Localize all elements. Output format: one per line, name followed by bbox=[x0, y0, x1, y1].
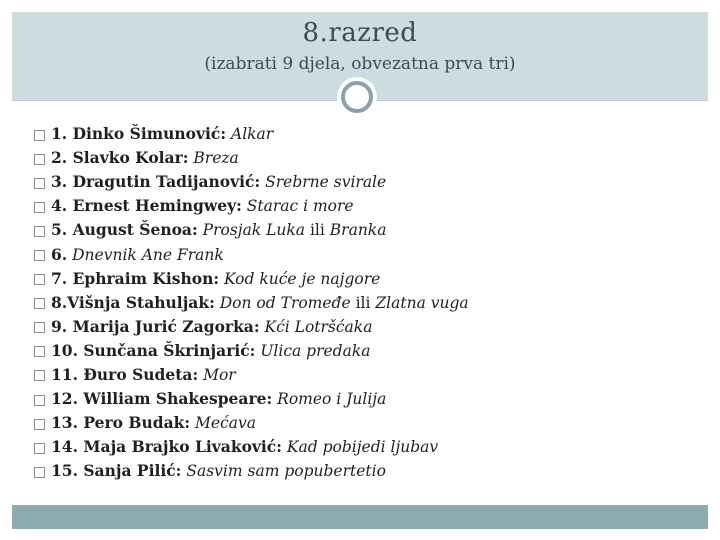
work-title: Kod kuće je najgore bbox=[224, 269, 381, 288]
checkbox-bullet-icon bbox=[34, 346, 45, 357]
author-name: 11. Đuro Sudeta: bbox=[51, 364, 199, 384]
list-item bbox=[34, 170, 469, 194]
work-title: Srebrne svirale bbox=[265, 173, 387, 192]
author-name: 12. William Shakespeare: bbox=[51, 389, 273, 409]
checkbox-bullet-icon bbox=[34, 226, 45, 237]
list-item bbox=[34, 363, 469, 387]
list-item bbox=[34, 315, 469, 339]
checkbox-bullet-icon bbox=[34, 443, 45, 454]
checkbox-bullet-icon bbox=[34, 467, 45, 478]
author-name: 9. Marija Jurić Zagorka: bbox=[51, 316, 260, 336]
author-name: 10. Sunčana Škrinjarić: bbox=[51, 340, 256, 360]
checkbox-bullet-icon bbox=[34, 202, 45, 213]
work-title: Kći Lotršćaka bbox=[264, 317, 373, 336]
checkbox-bullet-icon bbox=[34, 395, 45, 406]
checkbox-bullet-icon bbox=[34, 274, 45, 285]
author-name: 3. Dragutin Tadijanović: bbox=[51, 172, 261, 192]
work-title: Starac i more bbox=[246, 197, 354, 216]
list-item bbox=[34, 291, 469, 315]
slide-subtitle: (izabrati 9 djela, obvezatna prva tri) bbox=[204, 54, 516, 74]
list-item bbox=[34, 194, 469, 218]
work-title: Zlatna vuga bbox=[375, 293, 469, 312]
connector-text: ili bbox=[350, 293, 376, 312]
work-title: Alkar bbox=[231, 125, 274, 144]
work-title: Prosjak Luka bbox=[202, 221, 306, 240]
checkbox-bullet-icon bbox=[34, 178, 45, 189]
work-title: Breza bbox=[193, 149, 239, 168]
list-item bbox=[34, 218, 469, 242]
slide-title: 8.razred bbox=[302, 18, 418, 48]
connector-text: ili bbox=[305, 221, 330, 240]
list-item bbox=[34, 242, 469, 266]
author-name: 1. Dinko Šimunović: bbox=[51, 124, 227, 144]
list-item bbox=[34, 339, 469, 363]
author-name: 6. bbox=[51, 244, 68, 264]
checkbox-bullet-icon bbox=[34, 322, 45, 333]
checkbox-bullet-icon bbox=[34, 419, 45, 430]
list-item bbox=[34, 459, 469, 483]
list-item bbox=[34, 435, 469, 459]
work-title: Kad pobijedi ljubav bbox=[286, 438, 439, 457]
author-name: 5. August Šenoa: bbox=[51, 220, 198, 240]
author-name: 14. Maja Brajko Livaković: bbox=[51, 437, 282, 457]
author-name: 2. Slavko Kolar: bbox=[51, 148, 189, 168]
list-item bbox=[34, 267, 469, 291]
author-name: 4. Ernest Hemingwey: bbox=[51, 196, 242, 216]
work-title: Mećava bbox=[195, 414, 256, 433]
list-item bbox=[34, 146, 469, 170]
work-title: Branka bbox=[329, 221, 387, 240]
author-name: 7. Ephraim Kishon: bbox=[51, 268, 220, 288]
checkbox-bullet-icon bbox=[34, 130, 45, 141]
author-name: 13. Pero Budak: bbox=[51, 413, 191, 433]
ring-icon bbox=[341, 81, 373, 113]
checkbox-bullet-icon bbox=[34, 154, 45, 165]
work-title: Sasvim sam popubertetio bbox=[186, 462, 386, 481]
work-title: Mor bbox=[203, 365, 236, 384]
checkbox-bullet-icon bbox=[34, 370, 45, 381]
checkbox-bullet-icon bbox=[34, 250, 45, 261]
book-list bbox=[34, 122, 469, 483]
checkbox-bullet-icon bbox=[34, 298, 45, 309]
work-title: Dnevnik Ane Frank bbox=[72, 245, 224, 264]
list-item bbox=[34, 411, 469, 435]
list-item bbox=[34, 387, 469, 411]
work-title: Ulica predaka bbox=[260, 341, 371, 360]
author-name: 8.Višnja Stahuljak: bbox=[51, 292, 215, 312]
author-name: 15. Sanja Pilić: bbox=[51, 461, 182, 481]
work-title: Romeo i Julija bbox=[277, 390, 387, 409]
work-title: Don od Tromeđe bbox=[219, 293, 351, 312]
list-item bbox=[34, 122, 469, 146]
footer-bar bbox=[12, 505, 708, 529]
